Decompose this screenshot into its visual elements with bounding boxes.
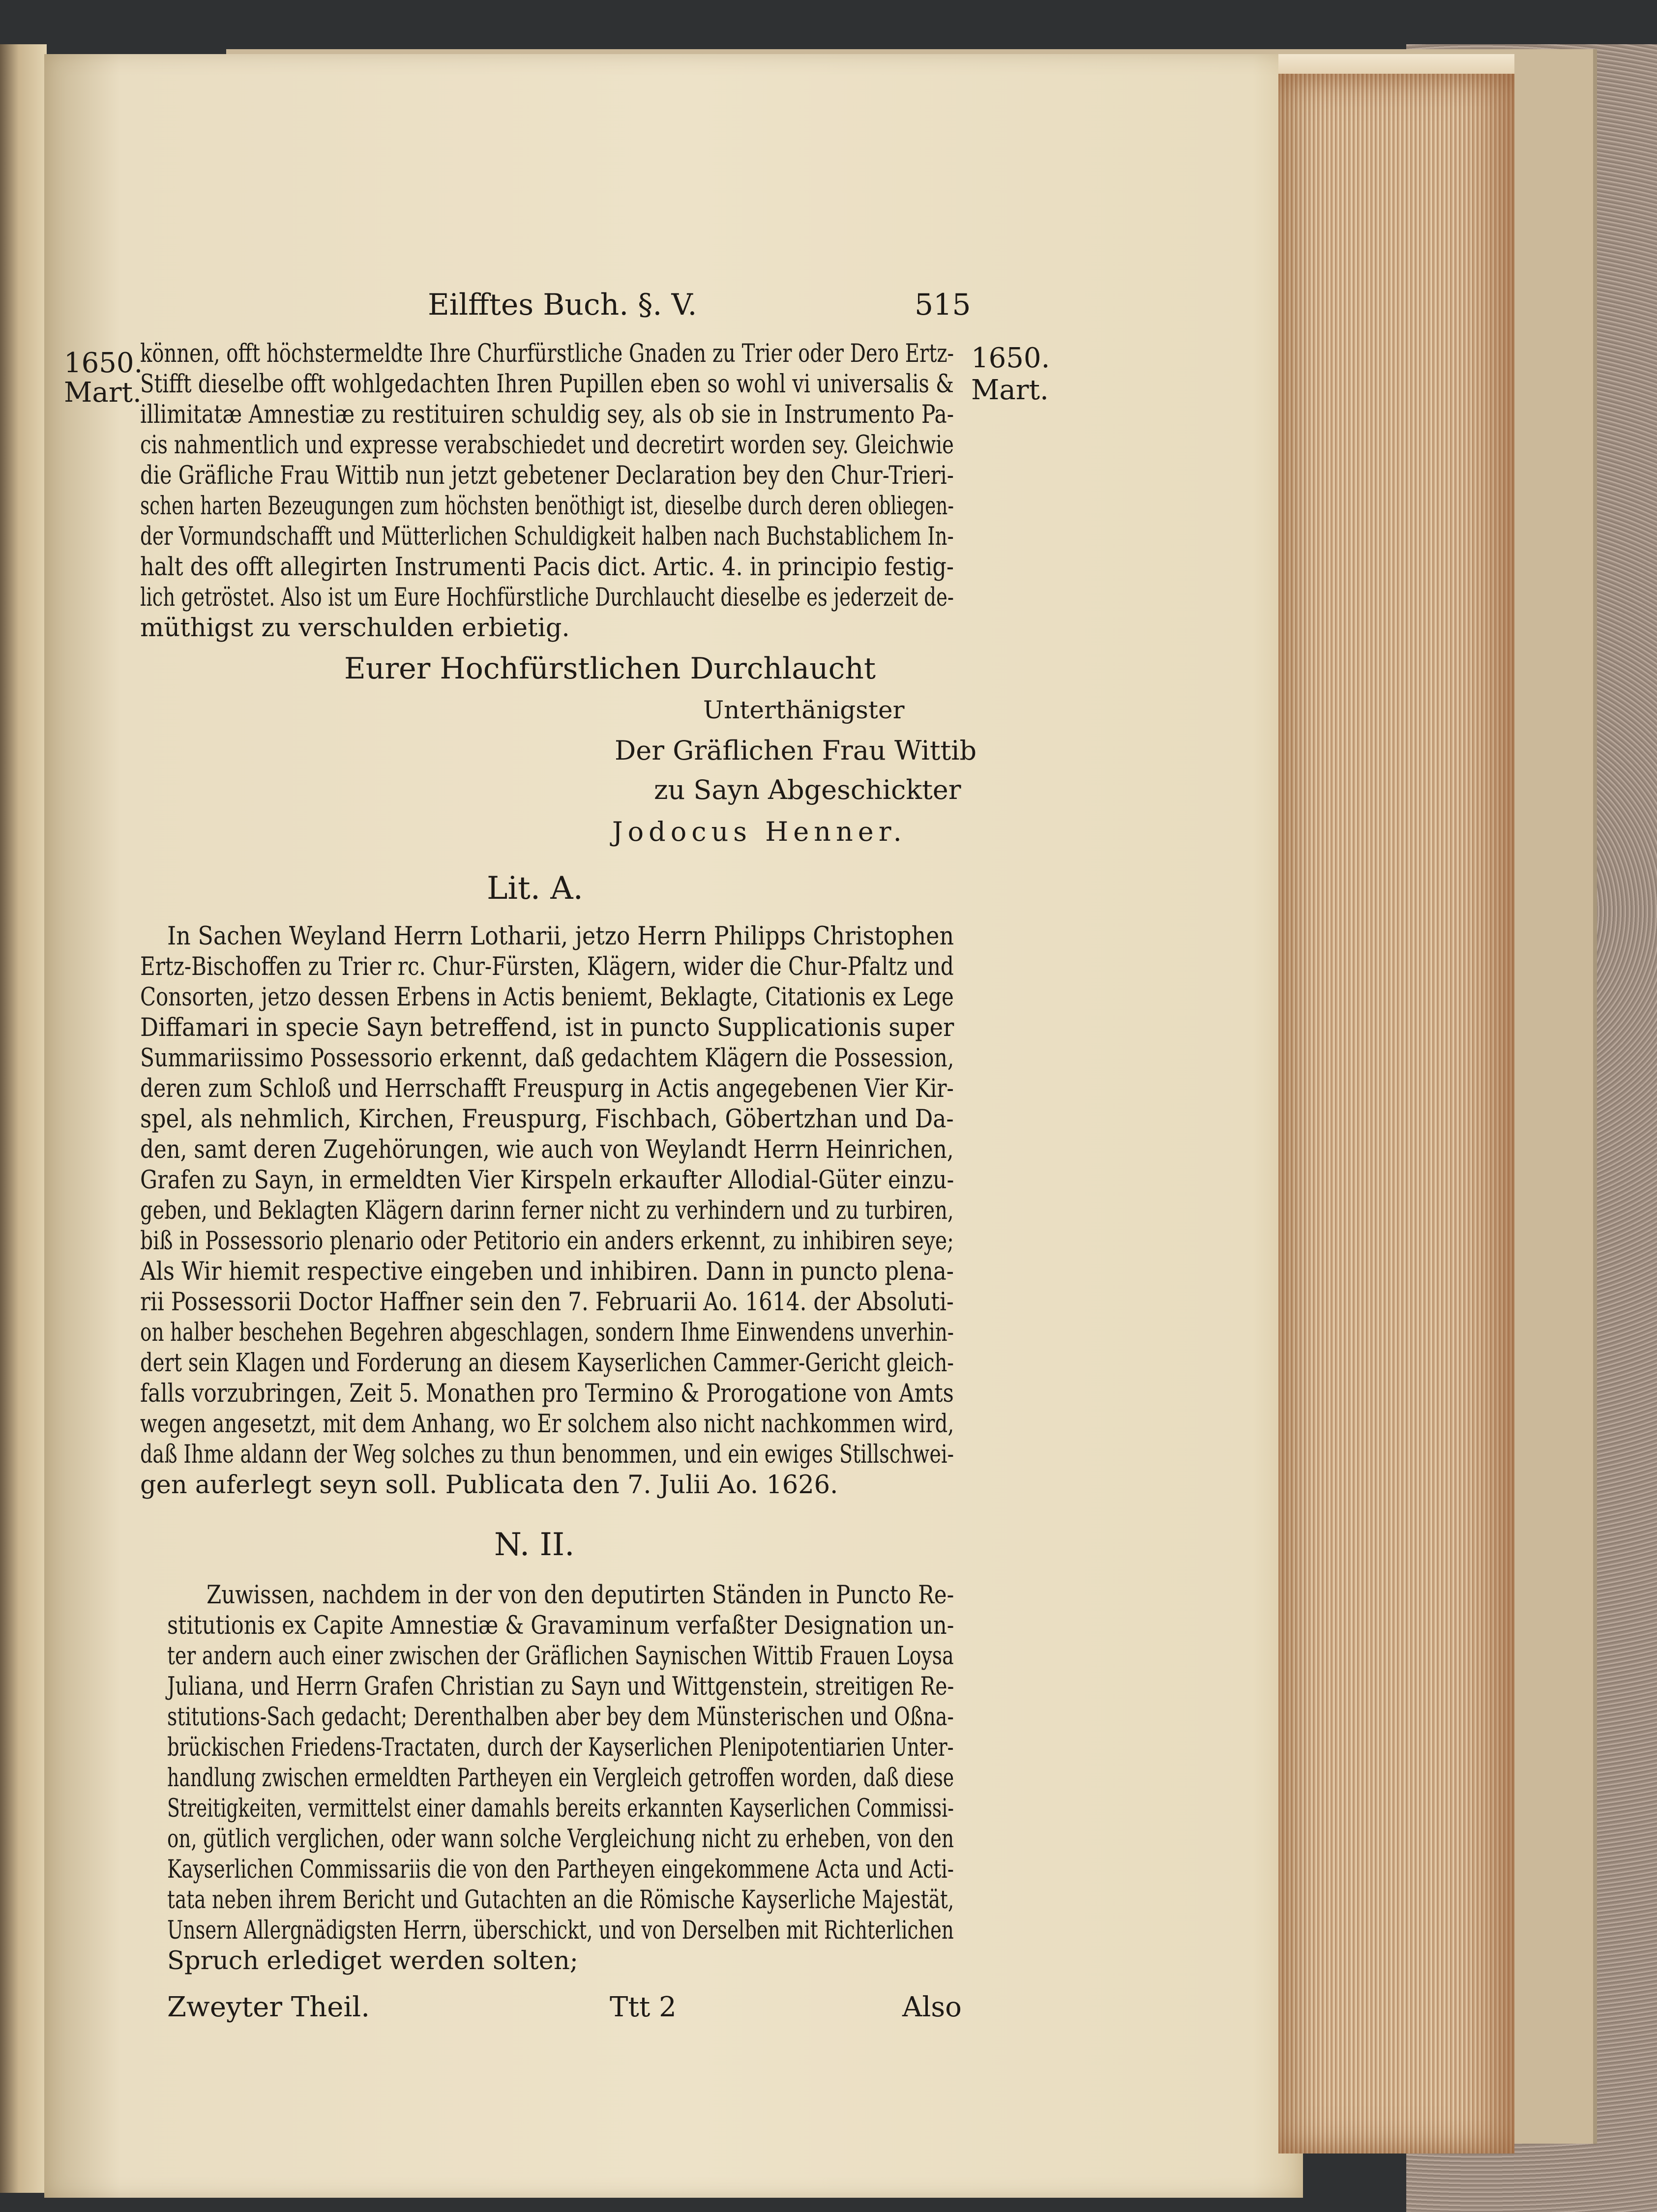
lit-a-line: den, samt deren Zugehörungen, wie auch von Weylandt Herrn Heinrichen, — [140, 1135, 954, 1164]
previous-page-edge — [0, 44, 47, 2193]
closing-line1: Unterthänigster — [703, 696, 905, 724]
lit-a-line: Grafen zu Sayn, in ermeldten Vier Kirspeln erkaufter Allodial-Güter einzu- — [140, 1166, 954, 1195]
left-margin-month: Mart. — [64, 377, 142, 409]
lit-a-line: In Sachen Weyland Herrn Lotharii, jetzo Herrn Philipps Christophen — [167, 922, 954, 951]
lit-a-line: biß in Possessorio plenario oder Petitorio ein anders erkennt, zu inhibiren seye; — [140, 1227, 954, 1256]
n-ii-line: Juliana, und Herrn Grafen Christian zu Sayn und Wittgenstein, streitigen Re- — [167, 1672, 954, 1701]
lit-a-line: spel, als nehmlich, Kirchen, Freuspurg, Fischbach, Göbertzhan und Da- — [140, 1105, 954, 1134]
paragraph1-line: der Vormundschafft und Mütterlichen Schuldigkeit halben nach Buchstablichem In- — [140, 522, 954, 551]
section-heading-n-ii: N. II. — [494, 1527, 575, 1563]
page-number: 515 — [915, 288, 971, 322]
paragraph1-line: cis nahmentlich und expresse verabschiedet und decretirt worden sey. Gleichwie — [140, 431, 954, 460]
lit-a-line: daß Ihme aldann der Weg solches zu thun benommen, und ein ewiges Stillschwei- — [140, 1440, 954, 1469]
paragraph1-line: schen harten Bezeugungen zum höchsten benöthigt ist, dieselbe durch deren obliegen- — [140, 492, 954, 521]
lit-a-line: Ertz-Bischoffen zu Trier rc. Chur-Fürsten, Klägern, wider die Chur-Pfaltz und — [140, 952, 954, 981]
n-ii-line: Kayserlichen Commissariis die von den Partheyen eingekommene Acta und Acti- — [167, 1855, 954, 1884]
lit-a-line: Als Wir hiemit respective eingeben und inhibiren. Dann in puncto plena- — [140, 1257, 954, 1286]
lit-a-line: Consorten, jetzo dessen Erbens in Actis beniemt, Beklagte, Citationis ex Lege — [140, 983, 954, 1012]
lit-a-line: geben, und Beklagten Klägern darinn ferner nicht zu verhindern und zu turbiren, — [140, 1196, 954, 1225]
paragraph1-line: illimitatæ Amnestiæ zu restituiren schuldig sey, als ob sie in Instrumento Pa- — [140, 400, 954, 429]
paragraph1-line: können, offt höchstermeldte Ihre Churfürstliche Gnaden zu Trier oder Dero Ertz- — [140, 339, 954, 368]
left-margin-year: 1650. — [64, 347, 143, 379]
closing-line3: zu Sayn Abgeschickter — [654, 774, 961, 805]
n-ii-line: ter andern auch einer zwischen der Gräflichen Saynischen Wittib Frauen Loysa — [167, 1642, 954, 1671]
n-ii-line: Streitigkeiten, vermittelst einer damahls bereits erkannten Kayserlichen Commissi- — [167, 1794, 954, 1823]
lit-a-line: gen auferlegt seyn soll. Publicata den 7. Julii Ao. 1626. — [140, 1471, 838, 1500]
n-ii-line: Unsern Allergnädigsten Herrn, überschickt, und von Derselben mit Richterlichen — [167, 1916, 954, 1945]
lit-a-line: Diffamari in specie Sayn betreffend, ist in puncto Supplicationis super — [140, 1013, 954, 1042]
footer-part-title: Zweyter Theil. — [167, 1991, 370, 2023]
lit-a-line: falls vorzubringen, Zeit 5. Monathen pro Termino & Prorogatione von Amts — [140, 1379, 954, 1408]
paragraph1-line: halt des offt allegirten Instrumenti Pacis dict. Artic. 4. in principio festig- — [140, 553, 954, 582]
signature-mark: Ttt 2 — [610, 1991, 677, 2023]
lit-a-line: dert sein Klagen und Forderung an diesem Kayserlichen Cammer-Gericht gleich- — [140, 1349, 954, 1378]
running-title: Eilfftes Buch. §. V. — [428, 288, 697, 322]
n-ii-line: brückischen Friedens-Tractaten, durch der Kayserlichen Plenipotentiarien Unter- — [167, 1733, 954, 1762]
n-ii-line: Zuwissen, nachdem in der von den deputirten Ständen in Puncto Re- — [207, 1581, 954, 1610]
signatory-name: Jodocus Henner. — [612, 816, 907, 847]
lit-a-line: rii Possessorii Doctor Haffner sein den 7. Februarii Ao. 1614. der Absoluti- — [140, 1288, 954, 1317]
n-ii-line: stitutions-Sach gedacht; Derenthalben aber bey dem Münsterischen und Oßna- — [167, 1703, 954, 1732]
paragraph1-line: müthigst zu verschulden erbietig. — [140, 614, 570, 643]
lit-a-line: Summariissimo Possessorio erkennt, daß gedachtem Klägern die Possession, — [140, 1044, 954, 1073]
paragraph1-line: Stifft dieselbe offt wohlgedachten Ihren Pupillen eben so wohl vi universalis & — [140, 370, 954, 399]
lit-a-line: deren zum Schloß und Herrschafft Freuspurg in Actis angegebenen Vier Kir- — [140, 1074, 954, 1103]
n-ii-line: on, gütlich verglichen, oder wann solche Vergleichung nicht zu erheben, von den — [167, 1825, 954, 1854]
page-block-edges — [1278, 74, 1514, 2153]
paragraph1-line: lich getröstet. Also ist um Eure Hochfürstliche Durchlaucht dieselbe es jederzeit de- — [140, 583, 954, 612]
n-ii-line: handlung zwischen ermeldten Partheyen ein Vergleich getroffen worden, daß diese — [167, 1764, 954, 1793]
lit-a-line: on halber beschehen Begehren abgeschlagen, sondern Ihme Einwendens unverhin- — [140, 1318, 954, 1347]
lit-a-line: wegen angesetzt, mit dem Anhang, wo Er solchem also nicht nachkommen wird, — [140, 1410, 954, 1439]
catchword: Also — [902, 1991, 962, 2023]
section-heading-lit-a: Lit. A. — [487, 870, 583, 907]
closing-line2: Der Gräflichen Frau Wittib — [615, 735, 977, 766]
right-margin-month: Mart. — [971, 374, 1049, 406]
closing-salutation: Eurer Hochfürstlichen Durchlaucht — [344, 651, 876, 686]
right-margin-year: 1650. — [971, 342, 1050, 374]
paragraph1-line: die Gräfliche Frau Wittib nun jetzt gebetener Declaration bey den Chur-Trieri- — [140, 461, 954, 490]
n-ii-line: stitutionis ex Capite Amnestiæ & Gravaminum verfaßter Designation un- — [167, 1611, 954, 1640]
n-ii-line: tata neben ihrem Bericht und Gutachten an die Römische Kayserliche Majestät, — [167, 1886, 954, 1915]
n-ii-line: Spruch erlediget werden solten; — [167, 1947, 578, 1976]
